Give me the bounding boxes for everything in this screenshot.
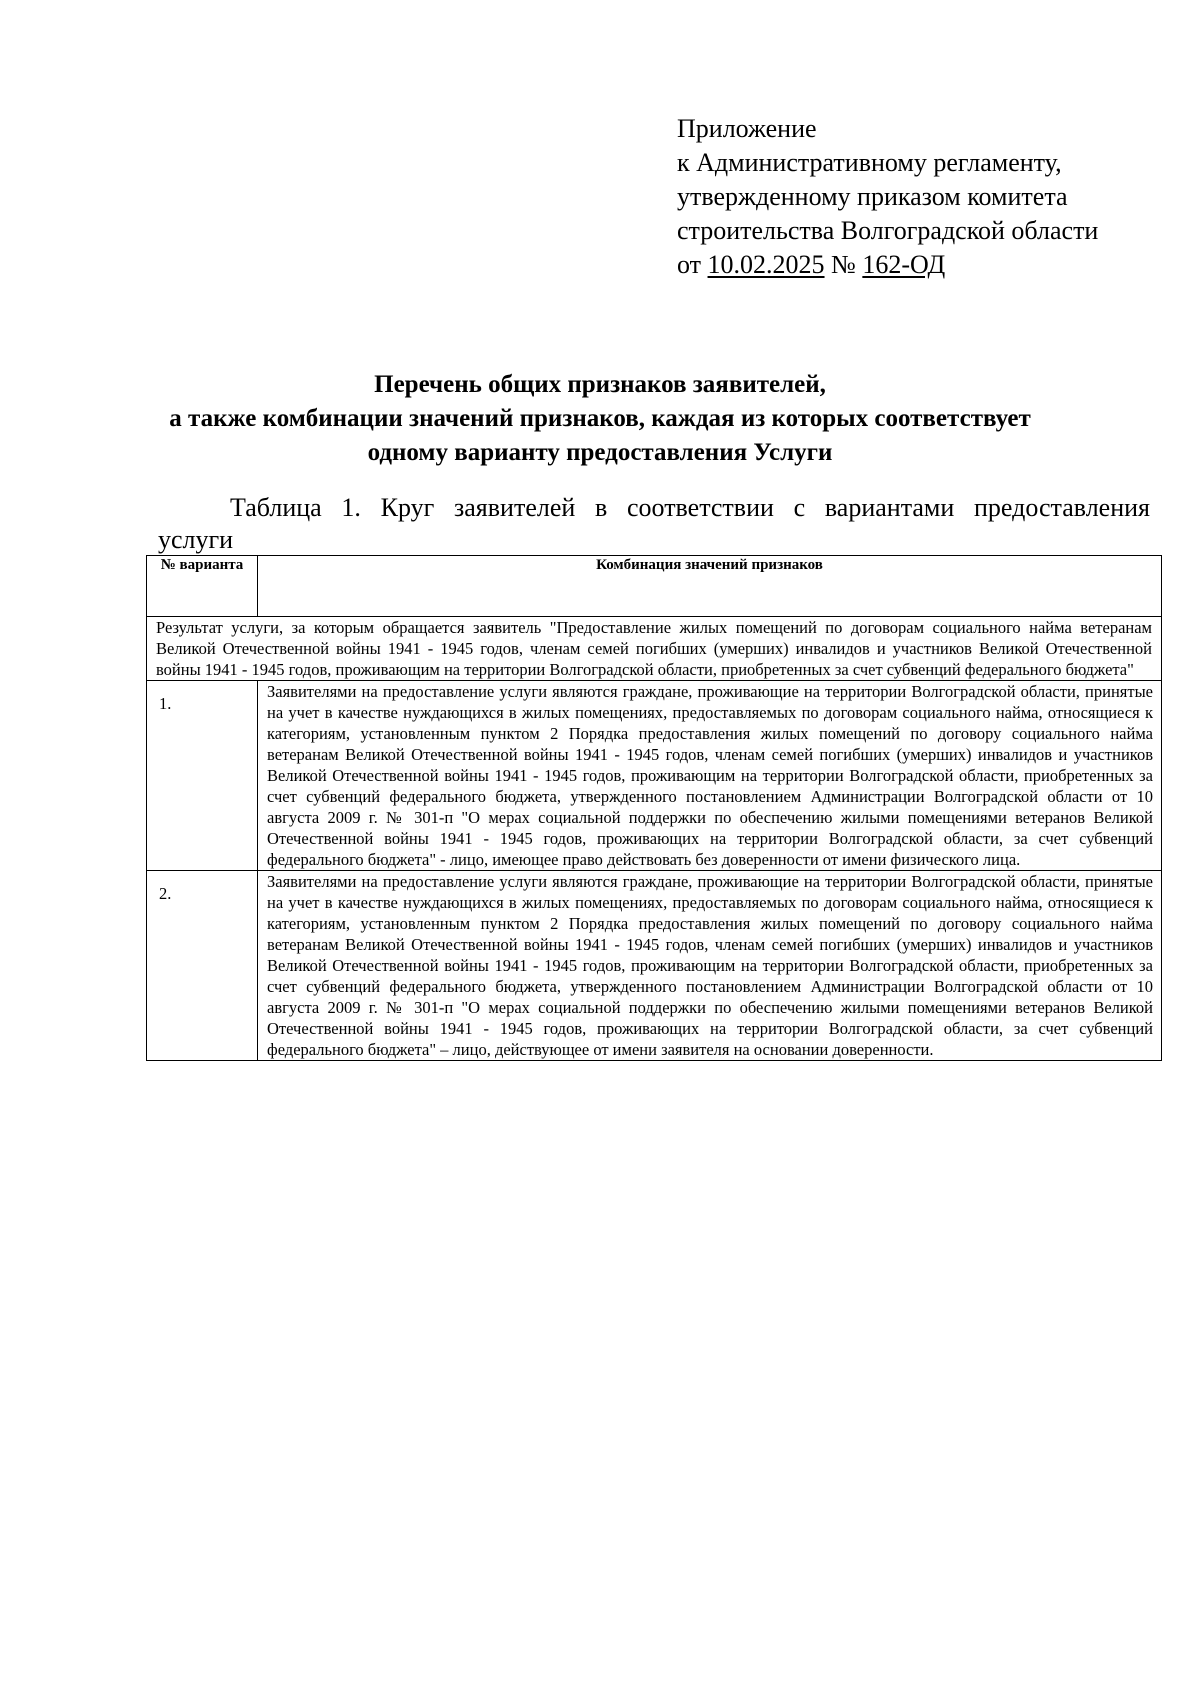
document-title <box>0 368 1200 470</box>
appendix-line: Приложение <box>677 114 817 143</box>
caption-line: Таблица 1. Круг заявителей в соответствии с вариантами предоставления <box>230 493 1150 522</box>
header-variant-number: № варианта <box>147 556 258 617</box>
variant-number: 1. <box>147 681 258 871</box>
result-cell: Результат услуги, за которым обращается заявитель "Предоставление жилых помещений по договорам социального найма ветеранам Великой Отечественной войны 1941 - 1945 годов, членам семей погибших (умерших) инвалидов и участников Великой Отечественной войны 1941 - 1945 годов, проживающим на территории Волгоградской области, приобретенных за счет субвенций федерального бюджета" <box>147 617 1162 681</box>
appendix-line: утвержденному приказом комитета <box>677 182 1068 211</box>
caption-line: услуги <box>158 525 234 554</box>
table-header-row <box>147 556 1162 617</box>
table-row <box>147 681 1162 871</box>
table-result-row <box>147 617 1162 681</box>
variant-number: 2. <box>147 871 258 1061</box>
appendix-from: от <box>677 250 702 279</box>
table-caption <box>158 492 1150 556</box>
number-sign: № <box>831 250 856 279</box>
order-date: 10.02.2025 <box>707 250 825 279</box>
appendix-order-line <box>677 248 1098 282</box>
header-combination: Комбинация значений признаков <box>258 556 1162 617</box>
title-line: одному варианту предоставления Услуги <box>367 439 833 466</box>
variant-text: Заявителями на предоставление услуги являются граждане, проживающие на территории Волгоградской области, принятые на учет в качестве нуждающихся в жилых помещениях, предоставляемых по договорам социального найма, относящиеся к категориям, установленным пунктом 2 Порядка предоставления жилых помещений по договору социального найма ветеранам Великой Отечественной войны 1941 - 1945 годов, членам семей погибших (умерших) инвалидов и участников Великой Отечественной войны 1941 - 1945 годов, проживающим на территории Волгоградской области, приобретенных за счет субвенций федерального бюджета, утвержденного постановлением Администрации Волгоградской области от 10 августа 2009 г. № 301-п "О мерах социальной поддержки по обеспечению жилыми помещениями ветеранов Великой Отечественной войны 1941 - 1945 годов, проживающих на территории Волгоградской области, за счет субвенций федерального бюджета" – лицо, действующее от имени заявителя на основании доверенности. <box>258 871 1162 1061</box>
variant-text: Заявителями на предоставление услуги являются граждане, проживающие на территории Волгоградской области, принятые на учет в качестве нуждающихся в жилых помещениях, предоставляемых по договорам социального найма, относящиеся к категориям, установленным пунктом 2 Порядка предоставления жилых помещений по договору социального найма ветеранам Великой Отечественной войны 1941 - 1945 годов, членам семей погибших (умерших) инвалидов и участников Великой Отечественной войны 1941 - 1945 годов, проживающим на территории Волгоградской области, приобретенных за счет субвенций федерального бюджета, утвержденного постановлением Администрации Волгоградской области от 10 августа 2009 г. № 301-п "О мерах социальной поддержки по обеспечению жилыми помещениями ветеранов Великой Отечественной войны 1941 - 1945 годов, проживающих на территории Волгоградской области, за счет субвенций федерального бюджета" - лицо, имеющее право действовать без доверенности от имени физического лица. <box>258 681 1162 871</box>
order-number: 162-ОД <box>862 250 946 279</box>
appendix-line: к Административному регламенту, <box>677 148 1062 177</box>
appendix-block <box>677 112 1098 282</box>
title-line: Перечень общих признаков заявителей, <box>374 371 826 398</box>
table-row <box>147 871 1162 1061</box>
title-line: а также комбинации значений признаков, каждая из которых соответствует <box>169 405 1031 432</box>
appendix-line: строительства Волгоградской области <box>677 216 1099 245</box>
applicants-table <box>146 555 1162 1061</box>
